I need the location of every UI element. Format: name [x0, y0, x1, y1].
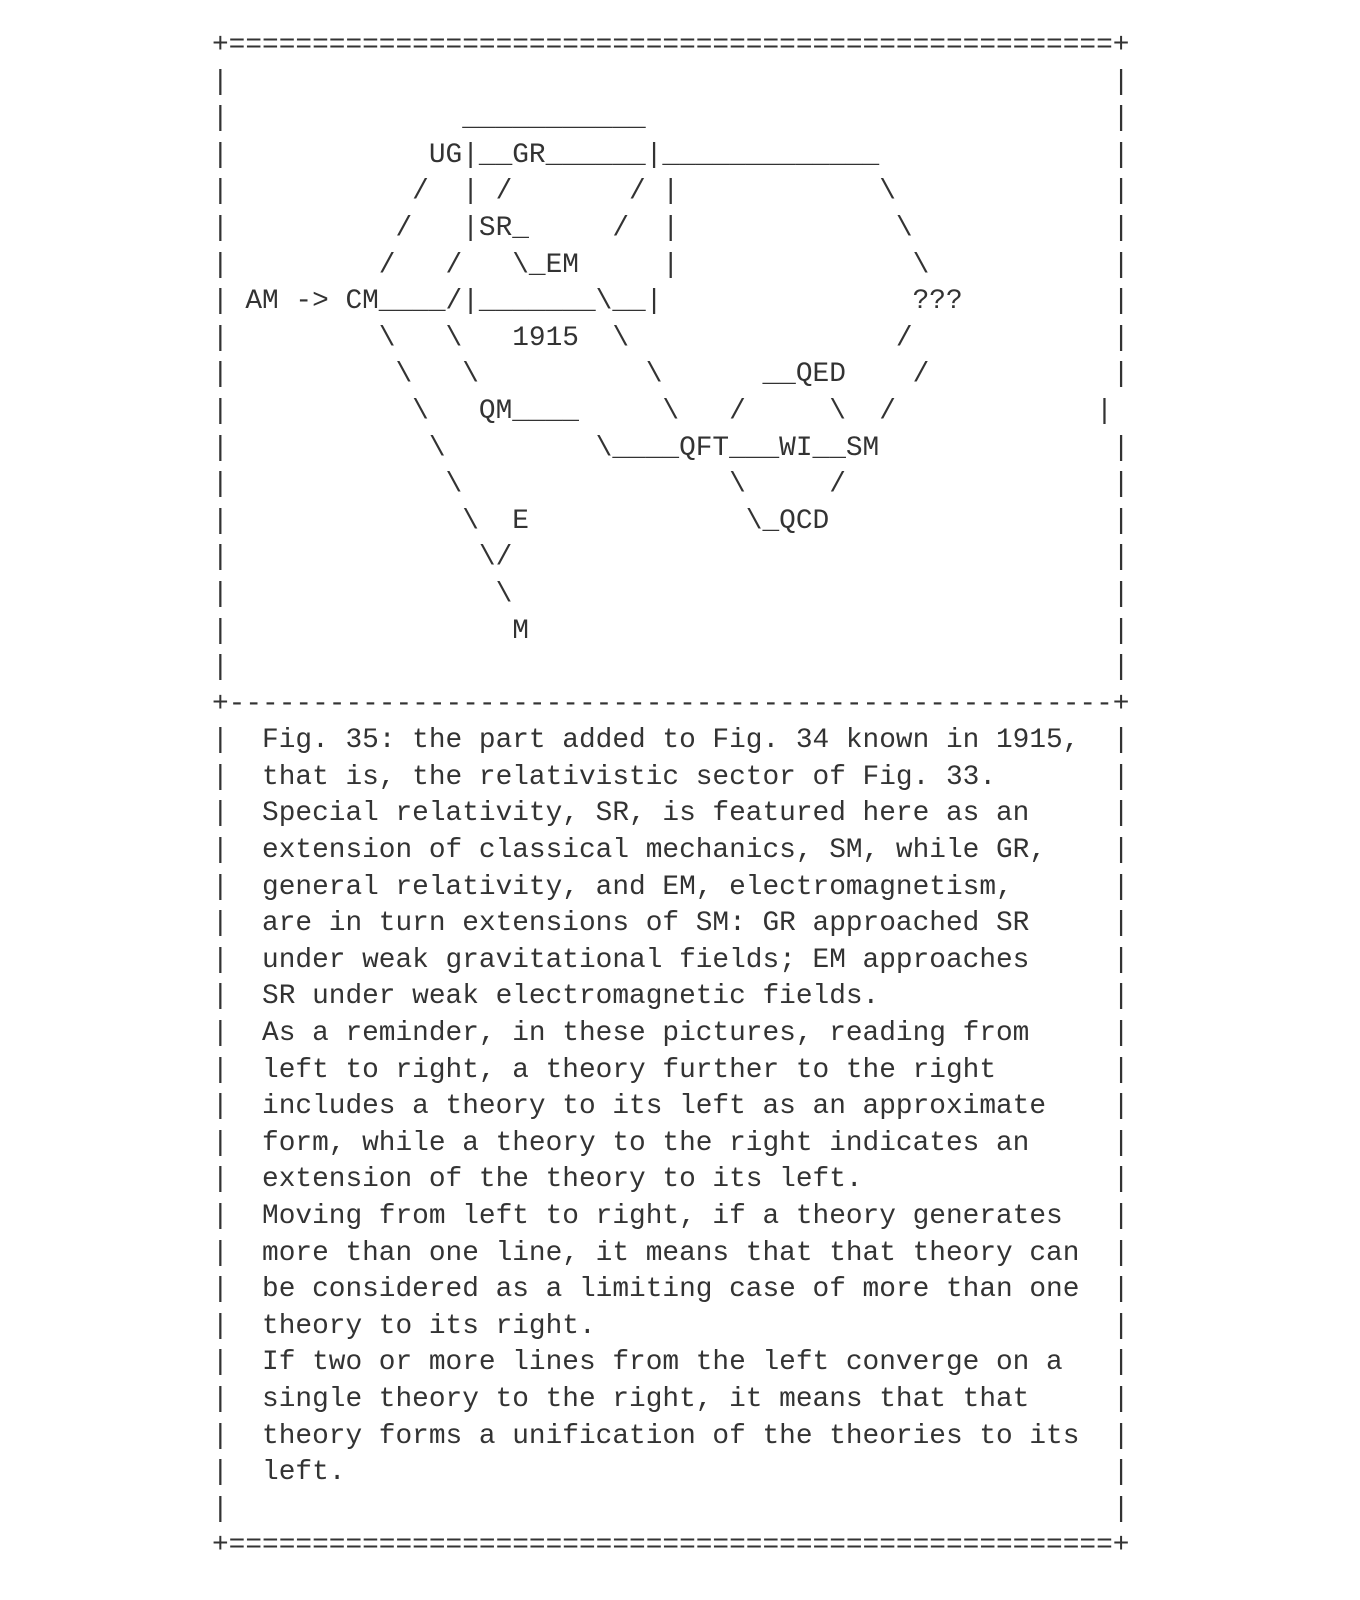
figure-line: | left to right, a theory further to the right |: [212, 1054, 1130, 1086]
figure-line: | theory to its right. |: [212, 1310, 1130, 1342]
figure-line: | Special relativity, SR, is featured here as an |: [212, 798, 1130, 830]
figure-line: | ___________ |: [212, 103, 1130, 135]
figure-line: | SR under weak electromagnetic fields. |: [212, 981, 1130, 1013]
figure-line: | Moving from left to right, if a theory generates |: [212, 1201, 1130, 1232]
figure-line: | \ \ \ __QED / |: [212, 359, 1130, 391]
figure-line: | \ QM____ \ / \ / |: [212, 395, 1113, 427]
figure-line: | theory forms a unification of the theories to its |: [212, 1420, 1130, 1452]
figure-line: | left. |: [212, 1457, 1130, 1489]
figure-line: | / | / / | \ |: [212, 176, 1130, 208]
figure-line: | extension of classical mechanics, SM, while GR, |: [212, 835, 1130, 867]
figure-line: | form, while a theory to the right indicates an |: [212, 1127, 1130, 1159]
figure-line: | are in turn extensions of SM: GR approached SR |: [212, 908, 1130, 940]
figure-line: +-----------------------------------------------------+: [212, 688, 1130, 720]
figure-line: | / |SR_ / | \ |: [212, 212, 1130, 244]
figure-line: | single theory to the right, it means that that |: [212, 1383, 1130, 1415]
figure-line: | |: [212, 1493, 1130, 1525]
figure-line: | under weak gravitational fields; EM approaches |: [212, 944, 1130, 976]
figure-line: | |: [212, 66, 1130, 98]
figure-line: | that is, the relativistic sector of Fig. 33. |: [212, 761, 1130, 793]
figure-line: | \/ |: [212, 542, 1130, 574]
figure-line: | / / \_EM | \ |: [212, 249, 1130, 281]
figure-line: | If two or more lines from the left converge on a |: [212, 1347, 1130, 1379]
figure-line: | general relativity, and EM, electromagnetism, |: [212, 871, 1130, 903]
ascii-figure: [212, 28, 1129, 1565]
figure-line: | \ \ / |: [212, 469, 1130, 501]
figure-line: | be considered as a limiting case of more than one |: [212, 1274, 1130, 1306]
figure-line: | \ \ 1915 \ / |: [212, 322, 1130, 354]
figure-line: | As a reminder, in these pictures, reading from |: [212, 1018, 1130, 1050]
figure-line: | M |: [212, 615, 1130, 647]
figure-line: | includes a theory to its left as an approximate |: [212, 1091, 1130, 1123]
figure-line: | \ \____QFT___WI__SM |: [212, 432, 1130, 464]
figure-line: | more than one line, it means that that theory can |: [212, 1237, 1130, 1269]
figure-line: | \ |: [212, 578, 1130, 610]
figure-line: | |: [212, 652, 1130, 684]
figure-line: +=====================================================+: [212, 30, 1130, 61]
figure-line: | UG|__GR______|_____________ |: [212, 139, 1130, 171]
figure-line: | \ E \_QCD |: [212, 505, 1130, 537]
figure-line: +=====================================================+: [212, 1530, 1130, 1562]
figure-line: | Fig. 35: the part added to Fig. 34 known in 1915, |: [212, 725, 1130, 757]
figure-line: | extension of the theory to its left. |: [212, 1164, 1130, 1196]
figure-line: | AM -> CM____/|_______\__| ??? |: [212, 286, 1130, 318]
